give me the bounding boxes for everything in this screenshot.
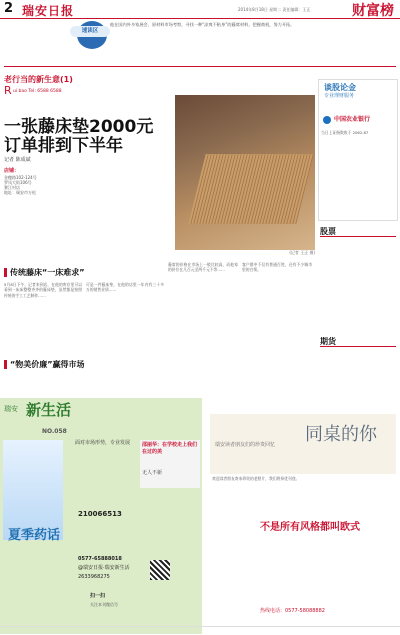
issue-date: 2014年8月18日 星期二 责任编辑：王正 (238, 7, 311, 12)
cover-title: 夏季药话 (8, 528, 61, 543)
ad-wechat: @瑞安日报·瑞安新生活 (78, 565, 130, 571)
kicker-subtitle: ui bao Tel: 6588 6588 (13, 89, 62, 94)
tongzhuo-title: 同桌的你 (305, 424, 377, 445)
info-box (4, 168, 94, 196)
column-kicker: 老行当的新生意(1) (4, 75, 73, 84)
divider (4, 66, 396, 67)
interview-sub: 无人不新 (142, 470, 163, 476)
subhead-bar (4, 268, 7, 277)
info-line: 地址：瑞安市万松 (4, 190, 36, 196)
headline-line-1: 一张藤床垫2000元 (4, 117, 154, 137)
ad-hotline: 210066513 (78, 510, 122, 518)
headline-line-2: 订单排到下半年 (4, 136, 123, 156)
tongzhuo-caption: 瑞安读者朋友们的珍贵回忆 (215, 442, 276, 448)
scan-note: 关注本刊微信号 (90, 602, 118, 607)
bank-logo-icon (323, 116, 331, 124)
europe-style-ad-title: 不是所有风格都叫欧式 (260, 522, 360, 533)
subhead-bar (4, 360, 7, 369)
section-futures: 期货 (320, 337, 336, 346)
article-column-2: 可是一件藤床垫，在他的店里一年内有三十多万的销售业绩…… (86, 282, 164, 293)
info-line: 金穗路102-124号 (4, 174, 37, 180)
stock-ad-text: 当日上证指数收于 2062.87 (321, 130, 369, 135)
divider (320, 236, 396, 237)
stock-ad-sub: 专业理财服务 (324, 93, 355, 99)
stock-ad-box (318, 79, 398, 221)
section-title: 财富榜 (352, 3, 394, 19)
ad-title: 新生活 (26, 401, 72, 419)
subhead-2: “物美价廉”赢得市场 (10, 360, 85, 369)
paper-name: 瑞安日报 (22, 4, 75, 18)
ad-blurb: 面对市场形势，专业发展 (75, 440, 131, 446)
photo-caption: (记者 王正 摄) (289, 250, 315, 255)
ad-service-phone: 0577-65888018 (78, 556, 122, 562)
info-title: 店铺： (4, 168, 20, 174)
rattan-mat-image (188, 154, 313, 224)
scan-label: 扫一扫 (90, 593, 106, 599)
article-column-3: 藤席的价格在市场上一般比较高，而他家的价位在几百元至两千元不等…… (168, 262, 238, 273)
kicker-initial: R (4, 84, 12, 97)
ad-city: 瑞安 (4, 405, 18, 413)
article-column-1: 5月8日下午，记者来到店，在他的库存里可以看到一床床整整齐齐的藤床垫，虽然都是按照传统的手工工艺制作…… (4, 282, 82, 298)
europe-style-phone: 热线电话：0577-58088882 (260, 608, 325, 614)
bank-name: 中国农业银行 (334, 116, 371, 123)
lead-text: 他在国内外多家展会、原材料市场考察，寻找一种“凉爽不粘身”的藤席材料，把握商机，努力开拓。 (110, 22, 295, 27)
info-line: 赛江村店 (4, 185, 20, 191)
qr-code-icon[interactable] (150, 560, 170, 580)
page-number: 2 (4, 1, 14, 16)
lead-badge: 速读区 (70, 26, 110, 37)
divider (320, 346, 396, 347)
subhead-1: 传统藤床“一床难求” (10, 268, 85, 277)
index-value: 2062.87 (352, 130, 369, 135)
byline: 记者 陈成斌 (4, 157, 31, 163)
ad-qq: 2633968275 (78, 574, 110, 580)
stock-ad-title: 谈股论金 (324, 83, 356, 92)
tongzhuo-text: 欢迎读者朋友寄来珍贵的老照片，我们将择优刊登。 (212, 476, 300, 481)
article-column-4: 客户群中不仅有普通百姓，还有不少城市里的白领。 (242, 262, 312, 273)
info-line: 罗凤大街106号 (4, 179, 32, 185)
interview-title: 邵丽华：在学校走上我们在过的美 (142, 442, 198, 455)
ad-issue: NO.058 (42, 428, 67, 435)
section-stocks: 股票 (320, 227, 336, 236)
headline (4, 118, 153, 156)
